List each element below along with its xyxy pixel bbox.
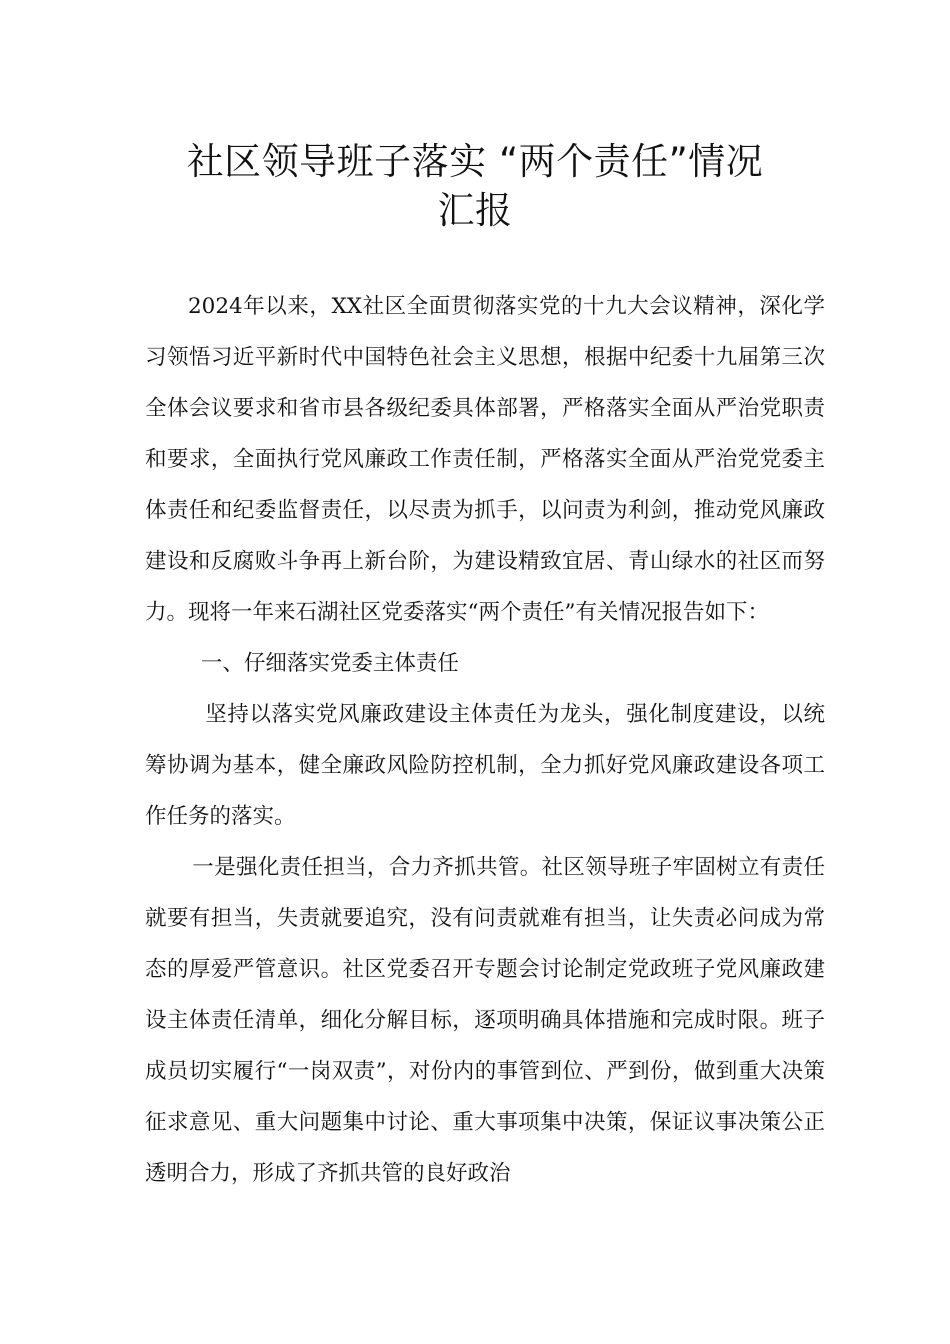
- section-1-paragraph: 坚持以落实党风廉政建设主体责任为龙头，强化制度建设，以统筹协调为基本，健全廉政风险防控机制，全力抓好党风廉政建设各项工作任务的落实。: [145, 702, 825, 829]
- document-title-line-2: 汇报: [437, 189, 513, 232]
- section-heading-1: 一、仔细落实党委主体责任: [200, 651, 459, 676]
- intro-paragraph: 2024年以来，XX社区全面贯彻落实党的十九大会议精神，深化学习领悟习近平新时代中国特色社会主义思想，根据中纪委十九届第三次全体会议要求和省市县各级纪委具体部署，严格落实全面从严治党职责和要求，全面执行党风廉政工作责任制，严格落实全面从严治党党委主体责任和纪委监督责任，以尽责为抓手，以问责为利剑，推动党风廉政建设和反腐败斗争再上新台阶，为建设精致宜居、青山绿水的社区而努力。现将一年来石湖社区党委落实“两个责任”有关情况报告如下：: [145, 294, 825, 625]
- document-body: [145, 281, 825, 1199]
- document-title-line-1: 社区领导班子落实 “两个责任”情况: [186, 140, 764, 183]
- point-1-paragraph: 一是强化责任担当，合力齐抓共管。社区领导班子牢固树立有责任就要有担当，失责就要追究，没有问责就难有担当，让失责必问成为常态的厚爱严管意识。社区党委召开专题会讨论制定党政班子党风廉政建设主体责任清单，细化分解目标，逐项明确具体措施和完成时限。班子成员切实履行“一岗双责”，对份内的事管到位、严到份，做到重大决策征求意见、重大问题集中讨论、重大事项集中决策，保证议事决策公正透明合力，形成了齐抓共管的良好政治: [145, 855, 825, 1186]
